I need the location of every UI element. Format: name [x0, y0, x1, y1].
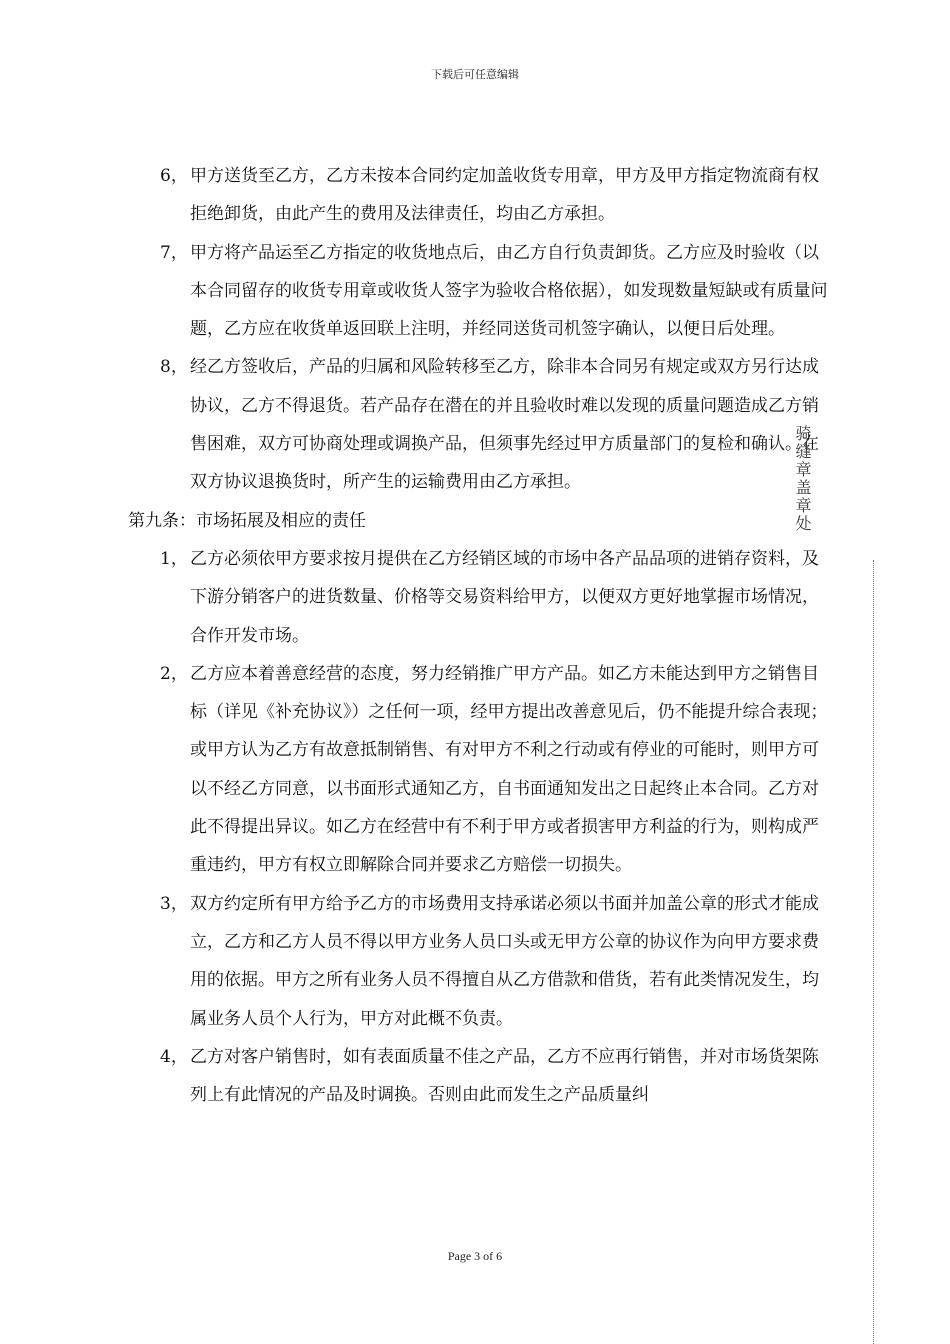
- item-text: 乙方对客户销售时，如有表面质量不佳之产品，乙方不应再行销售，并对市场货架陈列上有此情况的产品及时调换。否则由此而发生之产品质量纠: [190, 1046, 819, 1106]
- list-item: [128, 157, 828, 234]
- page-number: Page 3 of 6: [447, 1249, 503, 1263]
- item-number: 3，: [160, 893, 188, 914]
- item-number: 8，: [160, 357, 188, 378]
- list-item: [128, 1038, 828, 1115]
- item-text: 甲方将产品运至乙方指定的收货地点后，由乙方自行负责卸货。乙方应及时验收（以本合同留存的收货专用章或收货人签字为验收合格依据），如发现数量短缺或有质量问题，乙方应在收货单返回联上注明，并经同送货司机签字确认，以便日后处理。: [190, 242, 828, 340]
- section-title: 第九条：市场拓展及相应的责任: [128, 510, 366, 531]
- seal-location-note: 骑缝章盖章处: [793, 425, 812, 533]
- list-item: [128, 348, 828, 501]
- item-number: 1，: [160, 548, 188, 569]
- item-text: 乙方必须依甲方要求按月提供在乙方经销区域的市场中各产品品项的进销存资料，及下游分销客户的进货数量、价格等交易资料给甲方，以便双方更好地掌握市场情况，合作开发市场。: [190, 548, 819, 646]
- item-number: 2，: [160, 663, 188, 684]
- item-text: 乙方应本着善意经营的态度，努力经销推广甲方产品。如乙方未能达到甲方之销售目标（详见《补充协议》）之任何一项，经甲方提出改善意见后，仍不能提升综合表现；或甲方认为乙方有故意抵制销售、有对甲方不利之行动或有停业的可能时，则甲方可以不经乙方同意，以书面形式通知乙方，自书面通知发出之日起终止本合同。乙方对此不得提出异议。如乙方在经营中有不利于甲方或者损害甲方利益的行为，则构成严重违约，甲方有权立即解除合同并要求乙方赔偿一切损失。: [190, 663, 828, 876]
- item-number: 4，: [160, 1046, 188, 1067]
- list-item: [128, 234, 828, 349]
- binding-margin-line: [873, 560, 874, 1344]
- item-text: 双方约定所有甲方给予乙方的市场费用支持承诺必须以书面并加盖公章的形式才能成立，乙方和乙方人员不得以甲方业务人员口头或无甲方公章的协议作为向甲方要求费用的依据。甲方之所有业务人员不得擅自从乙方借款和借货，若有此类情况发生，均属业务人员个人行为，甲方对此概不负责。: [190, 893, 819, 1029]
- document-body: [128, 157, 828, 1114]
- list-item: [128, 540, 828, 655]
- item-text: 经乙方签收后，产品的归属和风险转移至乙方，除非本合同另有规定或双方另行达成协议，乙方不得退货。若产品存在潜在的并且验收时难以发现的质量问题造成乙方销售困难，双方可协商处理或调换产品，但须事先经过甲方质量部门的复检和确认。在双方协议退换货时，所产生的运输费用由乙方承担。: [190, 357, 819, 493]
- list-item: [128, 885, 828, 1038]
- page-header-note: 下载后可任意编辑: [431, 68, 519, 81]
- item-text: 甲方送货至乙方，乙方未按本合同约定加盖收货专用章，甲方及甲方指定物流商有权拒绝卸货，由此产生的费用及法律责任，均由乙方承担。: [190, 166, 819, 225]
- item-number: 6，: [160, 166, 188, 186]
- list-item: [128, 655, 828, 885]
- item-number: 7，: [160, 242, 188, 263]
